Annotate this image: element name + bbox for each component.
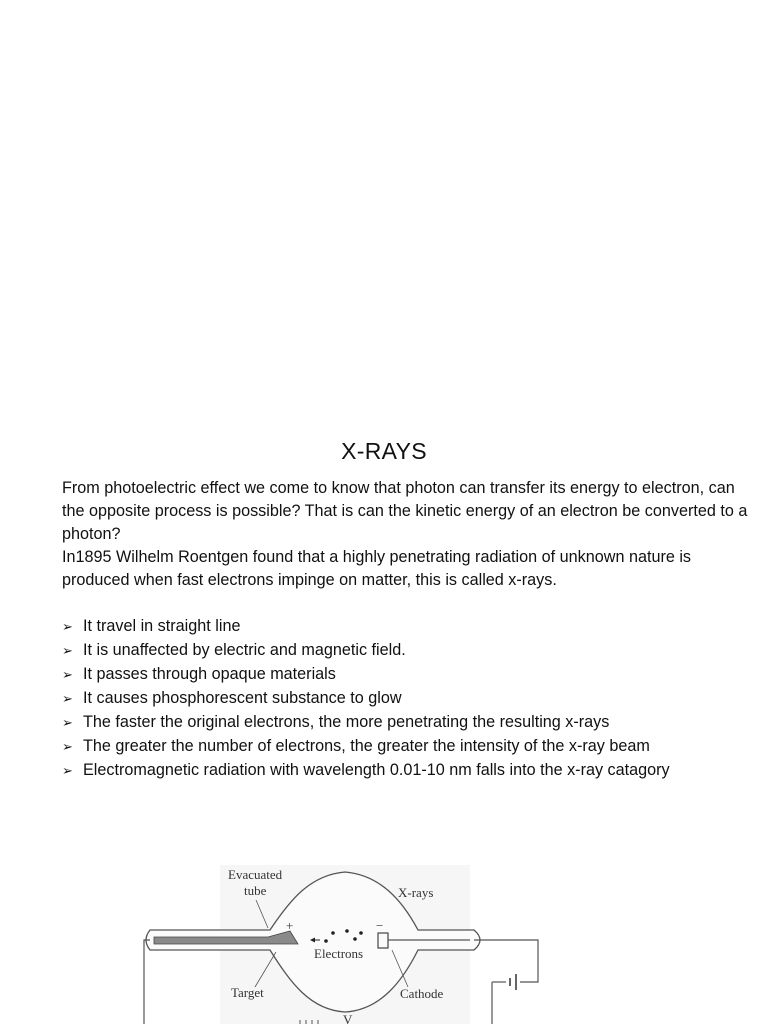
list-item (62, 663, 762, 687)
page-title: X-RAYS (341, 438, 427, 464)
list-item-text: Electromagnetic radiation with wavelength 0.01-10 nm falls into the x-ray catagory (83, 761, 670, 779)
list-item (62, 639, 762, 663)
electron-dot (324, 939, 328, 943)
circuit-wire-right (474, 940, 538, 982)
list-item-text: It is unaffected by electric and magnetic field. (83, 641, 406, 659)
arrow-bullet-icon: ➢ (62, 620, 73, 635)
list-item (62, 759, 762, 783)
arrow-bullet-icon: ➢ (62, 668, 73, 683)
roentgen-paragraph: In1895 Wilhelm Roentgen found that a highly penetrating radiation of unknown nature is produced when fast electrons impinge on matter, this is called x-rays. (62, 548, 692, 589)
label-target: Target (231, 985, 264, 1000)
list-item-text: It passes through opaque materials (83, 665, 336, 683)
list-item (62, 735, 762, 759)
electron-dot (345, 929, 349, 933)
arrow-bullet-icon: ➢ (62, 764, 73, 779)
electron-dot (331, 931, 335, 935)
arrow-bullet-icon: ➢ (62, 692, 73, 707)
circuit-wire-left (144, 940, 150, 1024)
label-cathode: Cathode (400, 986, 444, 1001)
properties-list (62, 615, 762, 783)
list-item (62, 687, 762, 711)
list-item-text: It causes phosphorescent substance to glow (83, 689, 402, 707)
xray-tube-figure (140, 860, 550, 1024)
electron-dot (353, 937, 357, 941)
list-item-text: It travel in straight line (83, 617, 241, 635)
label-xrays: X-rays (398, 885, 434, 900)
list-item-text: The greater the number of electrons, the greater the intensity of the x-ray beam (83, 737, 650, 755)
electron-dot (359, 931, 363, 935)
list-item (62, 615, 762, 639)
label-minus: − (376, 918, 384, 933)
label-evacuated: Evacuated (228, 867, 283, 882)
label-electrons: Electrons (314, 946, 364, 961)
intro-paragraph: From photoelectric effect we come to know that photon can transfer its energy to electron, can the opposite process is possible? That is can the kinetic energy of an electron be converted to a photon? (62, 479, 748, 543)
arrow-bullet-icon: ➢ (62, 716, 73, 731)
xray-tube-diagram (140, 860, 550, 1024)
label-tube: tube (244, 883, 267, 898)
arrow-bullet-icon: ➢ (62, 644, 73, 659)
label-plus: + (286, 918, 294, 933)
list-item (62, 711, 762, 735)
label-voltage: V (343, 1012, 353, 1024)
arrow-bullet-icon: ➢ (62, 740, 73, 755)
list-item-text: The faster the original electrons, the more penetrating the resulting x-rays (83, 713, 610, 731)
